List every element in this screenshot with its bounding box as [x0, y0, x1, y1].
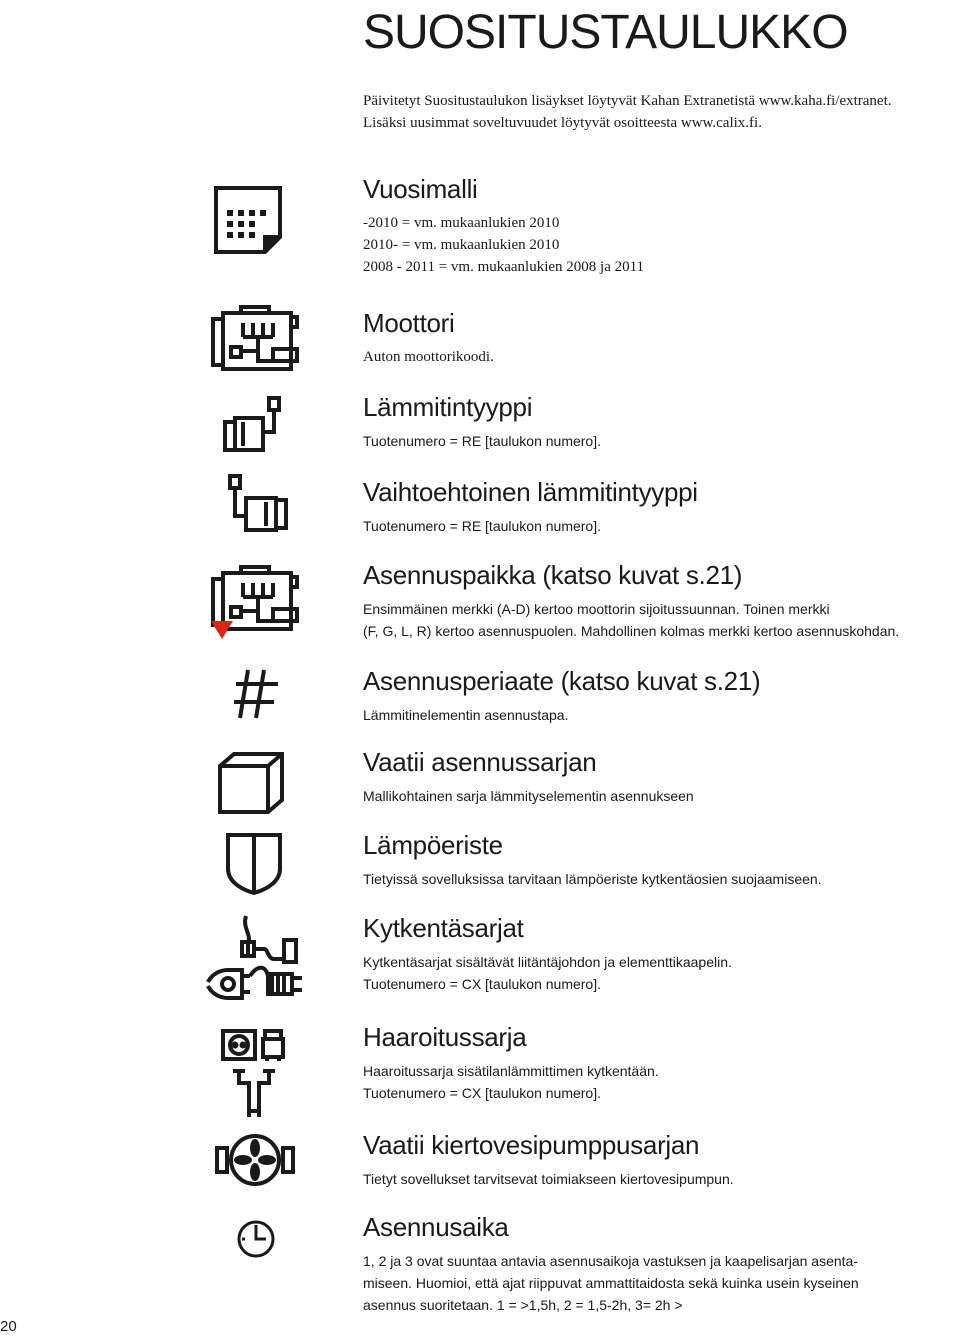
section-vaihtoehtoinen-lammitintyyppi [363, 475, 948, 537]
section-line: Tietyissä sovelluksissa tarvitaan lämpöeriste kytkentäosien suojaamiseen. [363, 871, 822, 887]
section-vuosimalli [363, 172, 948, 278]
intro-line-1: Päivitetyt Suositustaulukon lisäykset löytyvät Kahan Extranetistä www.kaha.fi/extranet. [363, 93, 892, 109]
section-heading: Asennusperiaate (katso kuvat s.21) [363, 666, 761, 696]
section-body [363, 430, 948, 452]
section-line: (F, G, L, R) kertoo asennuspuolen. Mahdollinen kolmas merkki kertoo asennuskohdan. [363, 623, 900, 639]
section-asennuspaikka [363, 558, 948, 642]
section-asennusaika [363, 1210, 948, 1316]
section-body [363, 346, 948, 368]
engine-icon [211, 305, 301, 375]
section-heading: Moottori [363, 308, 455, 338]
section-body [363, 515, 948, 537]
page-title: SUOSITUSTAULUKKO [363, 6, 848, 59]
section-heading: Kytkentäsarjat [363, 913, 524, 943]
section-line: Kytkentäsarjat sisältävät liitäntäjohdon ja elementtikaapelin. [363, 954, 732, 970]
section-body [363, 785, 948, 807]
section-moottori [363, 306, 948, 368]
intro-line-2: Lisäksi uusimmat soveltuvuudet löytyvät osoitteesta www.calix.fi. [363, 115, 762, 131]
section-line: Tietyt sovellukset tarvitsevat toimiakseen kiertovesipumpun. [363, 1171, 734, 1187]
connection-kit-icon [206, 914, 306, 1006]
calendar-icon [213, 185, 283, 255]
section-line: Lämmitinelementin asennustapa. [363, 707, 569, 723]
section-line: 2010- = vm. mukaanlukien 2010 [363, 237, 560, 253]
intro-text [363, 90, 943, 134]
section-line: miseen. Huomioi, että ajat riippuvat ammattitaidosta sekä kuinka usein kyseinen [363, 1275, 859, 1291]
section-line: Ensimmäinen merkki (A-D) kertoo moottorin sijoitussuunnan. Toinen merkki [363, 601, 830, 617]
section-body [363, 704, 948, 726]
section-line: Mallikohtainen sarja lämmityselementin asennukseen [363, 788, 694, 804]
pump-icon [215, 1130, 295, 1190]
section-line: 2008 - 2011 = vm. mukaanlukien 2008 ja 2011 [363, 259, 645, 275]
section-lammitintyyppi [363, 390, 948, 452]
section-vaatii-asennussarjan [363, 745, 948, 807]
section-body [363, 1060, 948, 1104]
section-heading: Vuosimalli [363, 174, 478, 204]
section-line: asennus suoritetaan. 1 = >1,5h, 2 = 1,5-2h, 3= 2h > [363, 1297, 683, 1313]
heater-icon [223, 396, 289, 458]
page-number: 20 [0, 1318, 17, 1335]
section-body [363, 1168, 948, 1190]
section-heading: Lämmitintyyppi [363, 392, 533, 422]
section-heading: Asennusaika [363, 1212, 509, 1242]
section-body [363, 868, 948, 890]
section-heading: Vaihtoehtoinen lämmitintyyppi [363, 477, 698, 507]
shield-icon [226, 833, 282, 895]
section-asennusperiaate [363, 664, 948, 726]
section-heading: Lämpöeriste [363, 830, 503, 860]
section-line: 1, 2 ja 3 ovat suuntaa antavia asennusaikoja vastuksen ja kaapelisarjan asenta- [363, 1253, 858, 1269]
section-line: -2010 = vm. mukaanlukien 2010 [363, 215, 560, 231]
section-body [363, 1250, 948, 1316]
section-lampoeriste [363, 828, 948, 890]
section-kiertovesipumppusarja [363, 1128, 948, 1190]
section-line: Auton moottorikoodi. [363, 349, 494, 365]
section-line: Tuotenumero = RE [taulukon numero]. [363, 518, 601, 534]
section-heading: Vaatii kiertovesipumppusarjan [363, 1130, 700, 1160]
section-kytkentasarjat [363, 911, 948, 995]
section-heading: Vaatii asennussarjan [363, 747, 597, 777]
section-heading: Asennuspaikka (katso kuvat s.21) [363, 560, 743, 590]
section-body [363, 598, 948, 642]
clock-icon [236, 1219, 276, 1259]
alternative-heater-icon [222, 474, 288, 536]
section-line: Tuotenumero = CX [taulukon numero]. [363, 976, 601, 992]
section-haaroitussarja [363, 1020, 948, 1104]
section-body [363, 212, 948, 278]
section-heading: Haaroitussarja [363, 1022, 527, 1052]
branch-kit-icon [221, 1027, 291, 1119]
engine-position-icon [211, 565, 301, 640]
box-icon [218, 752, 284, 814]
section-line: Tuotenumero = RE [taulukon numero]. [363, 433, 601, 449]
section-line: Tuotenumero = CX [taulukon numero]. [363, 1085, 601, 1101]
section-body [363, 951, 948, 995]
section-line: Haaroitussarja sisätilanlämmittimen kytkentään. [363, 1063, 659, 1079]
hash-icon [232, 668, 280, 720]
